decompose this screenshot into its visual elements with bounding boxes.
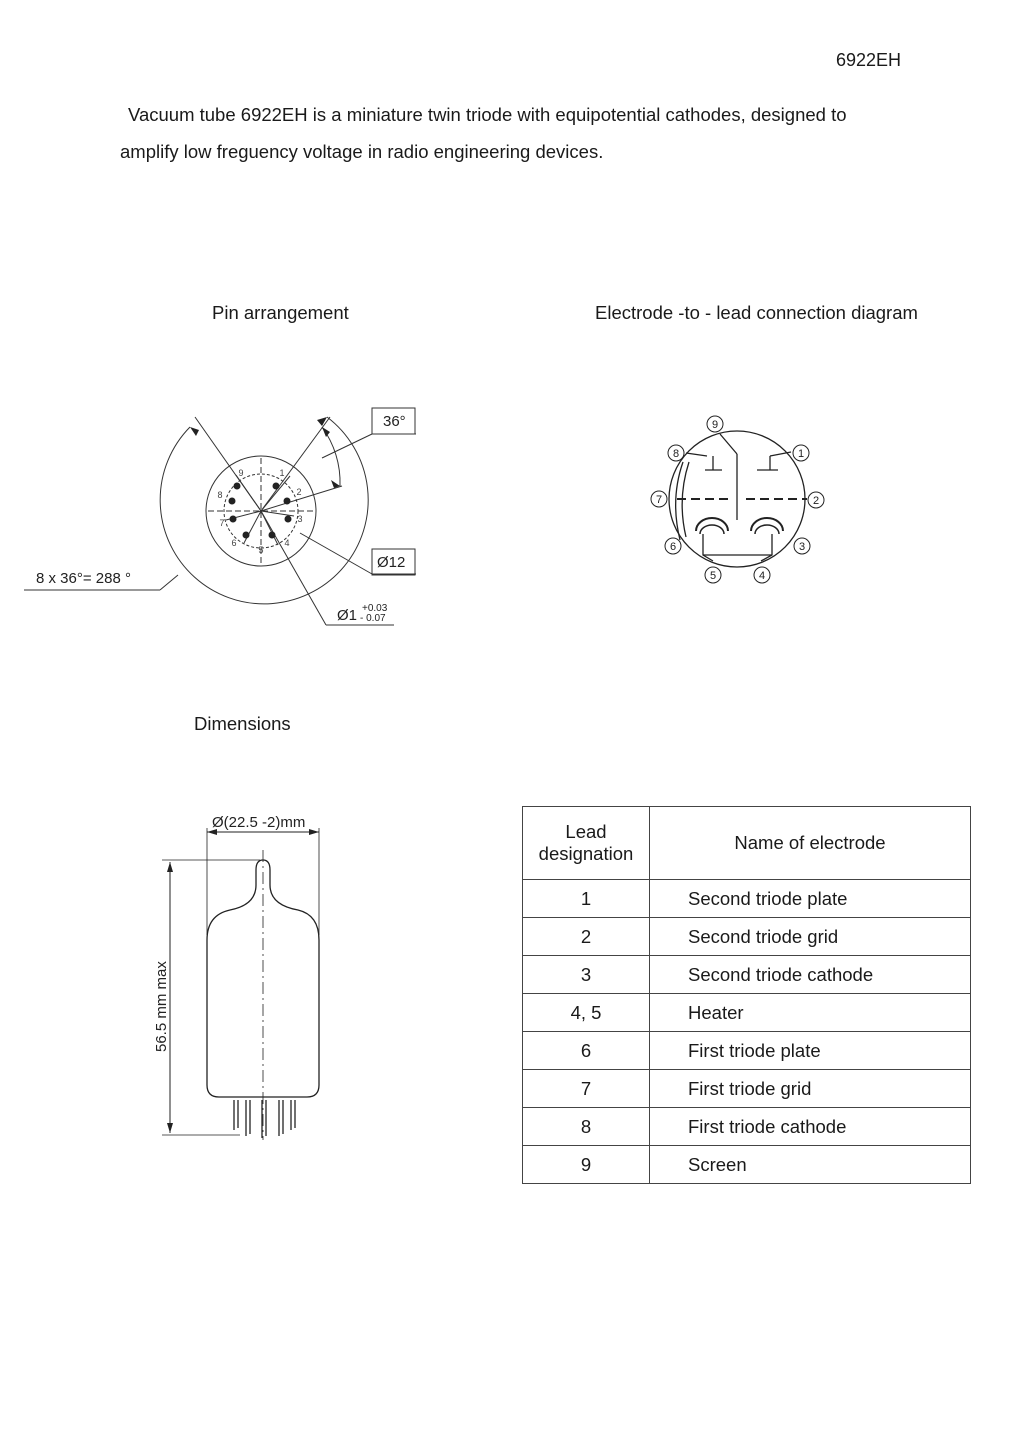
lead-designation-header: Lead designation [523,807,650,880]
conn-pin-4: 4 [758,570,766,582]
pin-label-9: 9 [238,468,244,478]
pin-label-3: 3 [297,514,303,524]
electrode-cell: Second triode grid [650,918,971,956]
table-row [523,1108,971,1146]
pin-label-7: 7 [219,518,225,528]
lead-cell: 9 [523,1146,650,1184]
electrode-diagram-heading: Electrode -to - lead connection diagram [595,302,918,323]
electrode-cell: Second triode plate [650,880,971,918]
conn-pin-2: 2 [812,495,820,507]
electrode-cell: First triode plate [650,1032,971,1070]
electrode-cell: First triode cathode [650,1108,971,1146]
lead-designation-table [522,806,971,1184]
diameter-dimension: Ø(22.5 -2)mm [212,814,306,831]
model-number: 6922EH [836,50,902,70]
lead-cell: 8 [523,1108,650,1146]
electrode-cell: Heater [650,994,971,1032]
table-row [523,994,971,1032]
tolerance-minus: - 0.07 [360,613,386,624]
pin-diameter-text: Ø1 [337,607,358,624]
pin-label-1: 1 [279,468,285,478]
total-angle-text: 8 x 36°= 288 ° [36,570,131,587]
electrode-name-header: Name of electrode [650,807,971,880]
tolerance-plus: +0.03 [362,603,388,614]
angle-box-text: 36° [383,413,406,430]
lead-cell: 7 [523,1070,650,1108]
electrode-cell: First triode grid [650,1070,971,1108]
conn-pin-5: 5 [709,570,717,582]
conn-pin-8: 8 [672,448,680,460]
pin-label-2: 2 [296,487,302,497]
table-row [523,918,971,956]
table-row [523,880,971,918]
table-row [523,956,971,994]
pin-arrangement-heading: Pin arrangement [212,302,349,323]
lead-cell: 3 [523,956,650,994]
pin-label-5: 5 [258,545,264,555]
conn-pin-1: 1 [797,448,805,460]
conn-pin-6: 6 [669,541,677,553]
diameter-box-text: Ø12 [377,554,406,571]
lead-cell: 4, 5 [523,994,650,1032]
electrode-cell: Screen [650,1146,971,1184]
intro-line-2: amplify low freguency voltage in radio engineering devices. [120,141,604,162]
conn-pin-9: 9 [711,419,719,431]
pin-label-8: 8 [217,490,223,500]
lead-cell: 1 [523,880,650,918]
height-dimension: 56.5 mm max [153,961,170,1052]
conn-pin-3: 3 [798,541,806,553]
table-row [523,1070,971,1108]
intro-line-1: Vacuum tube 6922EH is a miniature twin triode with equipotential cathodes, designed to [128,104,847,125]
table-header-row [523,807,971,880]
table-row [523,1146,971,1184]
table-row [523,1032,971,1070]
lead-cell: 6 [523,1032,650,1070]
pin-label-6: 6 [231,538,237,548]
conn-pin-7: 7 [655,494,663,506]
electrode-cell: Second triode cathode [650,956,971,994]
lead-cell: 2 [523,918,650,956]
pin-label-4: 4 [284,538,290,548]
dimensions-heading: Dimensions [194,713,291,734]
